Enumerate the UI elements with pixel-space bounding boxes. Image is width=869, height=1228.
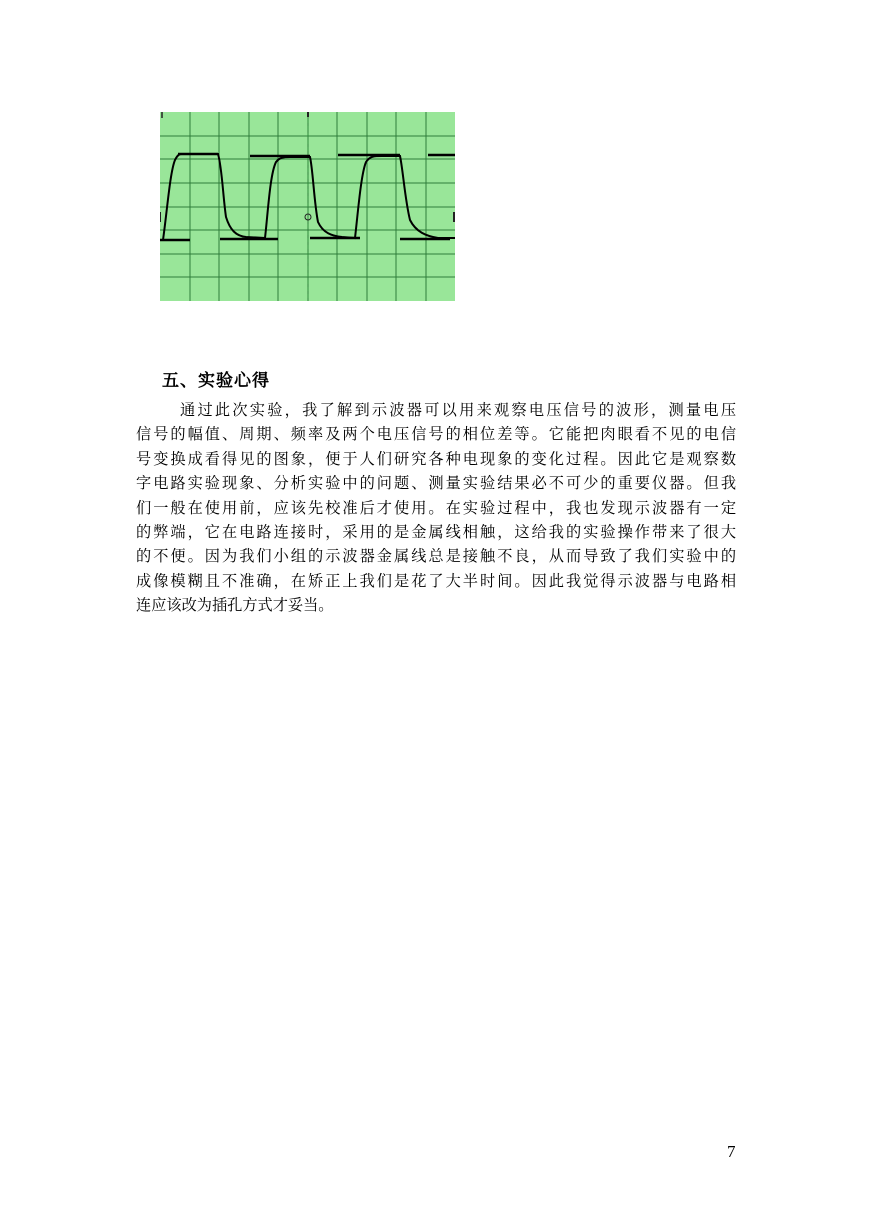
paragraph-line: 的弊端，它在电路连接时，采用的是金属线相触，这给我的实验操作带来了很大	[136, 523, 736, 542]
oscilloscope-figure	[160, 112, 455, 301]
paragraph-line: 通过此次实验，我了解到示波器可以用来观察电压信号的波形，测量电压	[180, 401, 736, 419]
paragraph-line: 信号的幅值、周期、频率及两个电压信号的相位差等。它能把肉眼看不见的电信	[136, 425, 736, 444]
paragraph-line: 连应该改为插孔方式才妥当。	[136, 596, 334, 615]
body-paragraph	[136, 398, 736, 618]
paragraph-line: 的不便。因为我们小组的示波器金属线总是接触不良，从而导致了我们实验中的	[136, 547, 736, 566]
oscilloscope-screen	[160, 112, 455, 301]
paragraph-line: 成像模糊且不准确，在矫正上我们是花了大半时间。因此我觉得示波器与电路相	[136, 571, 736, 590]
paragraph-line: 们一般在使用前，应该先校准后才使用。在实验过程中，我也发现示波器有一定	[136, 498, 736, 517]
page-number: 7	[727, 1142, 736, 1161]
paragraph-line: 字电路实验现象、分析实验中的问题、测量实验结果必不可少的重要仪器。但我	[136, 474, 736, 493]
section-title: 五、实验心得	[162, 371, 270, 391]
paragraph-line: 号变换成看得见的图象，便于人们研究各种电现象的变化过程。因此它是观察数	[136, 449, 736, 468]
